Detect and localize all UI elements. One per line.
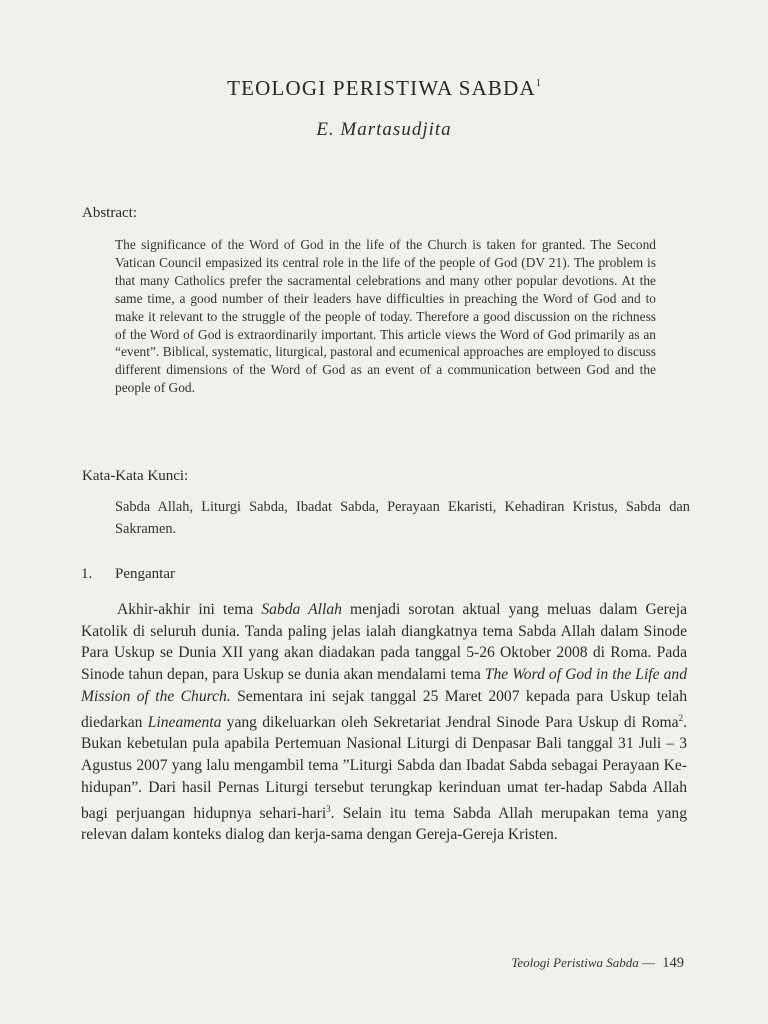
text-run: Sementara ini sejak tanggal 25 Maret 2007 kepada para Uskup telah diedarkan bbox=[81, 687, 687, 731]
text-run: . Bukan kebetulan pula apabila Pertemuan Nasional Liturgi di Denpasar Bali tanggal 31 Juli – 3 Agustus 2007 yang lalu mengambil tema ”Liturgi Sabda dan Ibadat Sabda sebagai Perayaan Ke-hidupan”. Dari hasil Pernas Liturgi tersebut terungkap kerinduan umat ter-hadap Sabda Allah bagi perjuangan hidupnya sehari-hari bbox=[81, 713, 687, 822]
section-number: 1. bbox=[81, 566, 93, 582]
running-title: Teologi Peristiwa Sabda bbox=[511, 955, 639, 970]
section-heading bbox=[81, 566, 175, 583]
section-body bbox=[81, 599, 687, 846]
footnote-ref: 3 bbox=[326, 803, 331, 814]
abstract-text: The significance of the Word of God in the life of the Church is taken for granted. The Second Vatican Council empasized its central role in the life of the people of God (DV 21). The problem is that many Catholics prefer the sacramental celebrations and many other popular devotions. At the same time, a good number of their leaders have difficulties in preaching the Word of God and to make it relevant to the struggle of the people of today. Therefore a good discussion on the richness of the Word of God is extraordinarily important. This article views the Word of God primarily as an “event”. Biblical, systematic, liturgical, pastoral and ecumenical approaches are employed to discuss different dimensions of the Word of God as an event of a communication between God and the people of God. bbox=[115, 237, 656, 396]
intro-paragraph bbox=[81, 599, 687, 846]
abstract-heading: Abstract: bbox=[82, 205, 137, 221]
footnote-ref: 2 bbox=[678, 712, 684, 723]
text-run: yang dikeluarkan oleh Sekretariat Jendral Sinode Para Uskup di Roma bbox=[221, 713, 679, 731]
footer-separator: — bbox=[642, 955, 655, 970]
text-run: . Selain itu tema Sabda Allah merupakan tema yang relevan dalam konteks dialog dan kerja-sama dengan Gereja-Gereja Kristen. bbox=[81, 804, 687, 844]
section-title: Pengantar bbox=[115, 566, 175, 582]
text-run: Akhir-akhir ini tema bbox=[117, 601, 262, 618]
keywords-text: Sabda Allah, Liturgi Sabda, Ibadat Sabda, Perayaan Ekaristi, Kehadiran Kristus, Sabda dan Sakramen. bbox=[115, 499, 690, 537]
title-footnote-ref: 1 bbox=[535, 78, 541, 89]
italic-term: Lineamenta bbox=[147, 713, 222, 731]
text-run: menjadi sorotan aktual yang meluas dalam Gereja Katolik di seluruh dunia. Tanda paling jelas ialah diangkatnya tema Sabda Allah dalam Sinode Para Uskup se Dunia XII yang akan diadakan pada tanggal 5-26 Oktober 2008 di Roma. Pada Sinode tahun depan, para Uskup se dunia akan mendalami tema bbox=[81, 601, 687, 684]
italic-title: The Word of God in the Life and Mission of the Church. bbox=[81, 666, 687, 705]
keywords-heading: Kata-Kata Kunci: bbox=[82, 468, 189, 484]
article-author: E. Martasudjita bbox=[316, 119, 452, 140]
italic-term: Sabda Allah bbox=[261, 601, 342, 618]
article-title-text: TEOLOGI PERISTIWA SABDA bbox=[227, 76, 536, 100]
page-number: 149 bbox=[662, 955, 684, 971]
article-title bbox=[0, 76, 768, 101]
page-footer bbox=[511, 955, 684, 972]
